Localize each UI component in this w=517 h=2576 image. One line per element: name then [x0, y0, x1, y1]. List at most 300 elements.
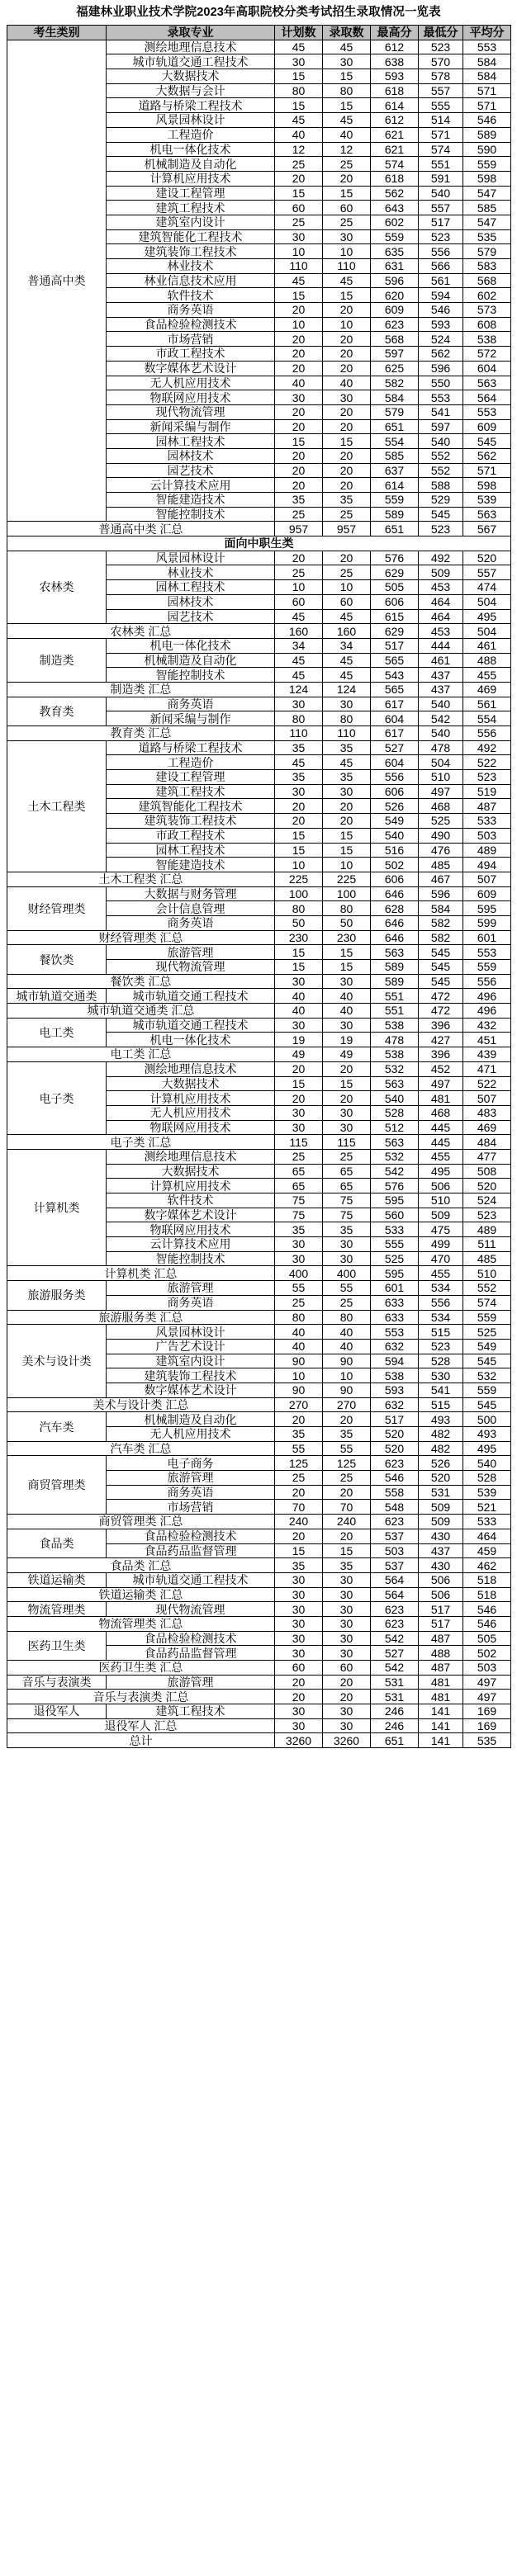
category-cell: 音乐与表演类 — [7, 1675, 107, 1690]
admitted-cell: 10 — [323, 580, 371, 595]
subtotal-min: 430 — [419, 1558, 463, 1573]
total-row — [7, 1733, 511, 1748]
subtotal-label: 教育类 汇总 — [7, 726, 275, 741]
major-cell: 数字媒体艺术设计 — [107, 1383, 275, 1397]
admitted-cell: 15 — [323, 843, 371, 858]
major-cell: 机电一体化技术 — [107, 142, 275, 157]
avg-score-cell: 520 — [463, 551, 511, 565]
admitted-cell: 25 — [323, 507, 371, 522]
admitted-cell: 25 — [323, 215, 371, 229]
avg-score-cell: 608 — [463, 317, 511, 332]
plan-cell: 40 — [275, 989, 323, 1004]
avg-score-cell: 539 — [463, 493, 511, 508]
subtotal-avg: 546 — [463, 1616, 511, 1631]
plan-cell: 30 — [275, 1572, 323, 1587]
avg-score-cell: 572 — [463, 347, 511, 362]
subtotal-plan: 60 — [275, 1661, 323, 1676]
min-score-cell: 574 — [419, 142, 463, 157]
min-score-cell: 141 — [419, 1704, 463, 1719]
subtotal-plan: 40 — [275, 1004, 323, 1019]
major-cell: 园林工程技术 — [107, 843, 275, 858]
max-score-cell: 620 — [371, 288, 419, 303]
subtotal-row — [7, 624, 511, 639]
subtotal-avg: 518 — [463, 1587, 511, 1602]
category-cell: 普通高中类 — [7, 40, 107, 522]
subtotal-label: 铁道运输类 汇总 — [7, 1587, 275, 1602]
plan-cell: 40 — [275, 127, 323, 142]
subtotal-label: 城市轨道交通类 汇总 — [7, 1004, 275, 1019]
major-cell: 广告艺术设计 — [107, 1339, 275, 1354]
subtotal-avg: 533 — [463, 1515, 511, 1529]
plan-cell: 20 — [275, 361, 323, 376]
subtotal-max: 629 — [371, 624, 419, 639]
major-cell: 商务英语 — [107, 303, 275, 318]
min-score-cell: 570 — [419, 54, 463, 69]
subtotal-row — [7, 1310, 511, 1325]
subtotal-avg: 469 — [463, 682, 511, 697]
avg-score-cell: 505 — [463, 1631, 511, 1646]
subtotal-admitted: 400 — [323, 1266, 371, 1281]
avg-score-cell: 545 — [463, 1354, 511, 1368]
admitted-cell: 20 — [323, 1061, 371, 1076]
plan-cell: 10 — [275, 858, 323, 872]
max-score-cell: 559 — [371, 229, 419, 244]
min-score-cell: 481 — [419, 1091, 463, 1106]
avg-score-cell: 563 — [463, 376, 511, 390]
subtotal-plan: 20 — [275, 1690, 323, 1704]
plan-cell: 15 — [275, 945, 323, 960]
avg-score-cell: 528 — [463, 1471, 511, 1486]
plan-cell: 35 — [275, 740, 323, 755]
max-score-cell: 558 — [371, 1485, 419, 1500]
major-cell: 商务英语 — [107, 915, 275, 930]
subtotal-row — [7, 1616, 511, 1631]
major-cell: 建筑工程技术 — [107, 784, 275, 799]
major-cell: 园林技术 — [107, 594, 275, 609]
avg-score-cell: 471 — [463, 1061, 511, 1076]
table-row — [7, 740, 511, 755]
min-score-cell: 523 — [419, 1339, 463, 1354]
avg-score-cell: 504 — [463, 594, 511, 609]
admitted-cell: 20 — [323, 171, 371, 186]
subtotal-max: 246 — [371, 1718, 419, 1733]
subtotal-avg: 484 — [463, 1135, 511, 1150]
avg-score-cell: 455 — [463, 668, 511, 683]
avg-score-cell: 571 — [463, 98, 511, 113]
plan-cell: 20 — [275, 1412, 323, 1427]
major-cell: 食品检验检测技术 — [107, 317, 275, 332]
total-label: 总计 — [7, 1733, 275, 1748]
plan-cell: 25 — [275, 1149, 323, 1164]
max-score-cell: 562 — [371, 186, 419, 201]
subtotal-max: 606 — [371, 872, 419, 886]
major-cell: 计算机应用技术 — [107, 1091, 275, 1106]
admitted-cell: 15 — [323, 828, 371, 843]
plan-cell: 15 — [275, 960, 323, 975]
major-cell: 建筑工程技术 — [107, 1704, 275, 1719]
subtotal-avg: 462 — [463, 1558, 511, 1573]
table-row — [7, 886, 511, 901]
table-row — [7, 1631, 511, 1646]
avg-score-cell: 511 — [463, 1237, 511, 1252]
avg-score-cell: 609 — [463, 419, 511, 434]
max-score-cell: 582 — [371, 376, 419, 390]
avg-score-cell: 525 — [463, 1325, 511, 1340]
subtotal-max: 595 — [371, 1266, 419, 1281]
max-score-cell: 540 — [371, 828, 419, 843]
plan-cell: 90 — [275, 1354, 323, 1368]
plan-cell: 45 — [275, 40, 323, 54]
admitted-cell: 15 — [323, 186, 371, 201]
plan-cell: 30 — [275, 1105, 323, 1120]
avg-score-cell: 604 — [463, 361, 511, 376]
subtotal-plan: 30 — [275, 1718, 323, 1733]
max-score-cell: 584 — [371, 390, 419, 405]
avg-score-cell: 554 — [463, 711, 511, 726]
max-score-cell: 633 — [371, 1295, 419, 1310]
table-row — [7, 1281, 511, 1296]
subtotal-admitted: 40 — [323, 1004, 371, 1019]
subtotal-min: 472 — [419, 1004, 463, 1019]
major-cell: 现代物流管理 — [107, 404, 275, 419]
plan-cell: 20 — [275, 419, 323, 434]
min-score-cell: 506 — [419, 1572, 463, 1587]
table-row — [7, 989, 511, 1004]
major-cell: 食品检验检测技术 — [107, 1529, 275, 1543]
max-score-cell: 629 — [371, 565, 419, 580]
plan-cell: 55 — [275, 1281, 323, 1296]
major-cell: 建设工程管理 — [107, 770, 275, 785]
max-score-cell: 563 — [371, 945, 419, 960]
min-score-cell: 596 — [419, 361, 463, 376]
major-cell: 旅游管理 — [107, 1471, 275, 1486]
max-score-cell: 533 — [371, 1222, 419, 1237]
max-score-cell: 560 — [371, 1208, 419, 1222]
avg-score-cell: 495 — [463, 609, 511, 624]
category-cell: 电工类 — [7, 1018, 107, 1047]
avg-score-cell: 574 — [463, 1295, 511, 1310]
min-score-cell: 504 — [419, 755, 463, 770]
subtotal-row — [7, 682, 511, 697]
max-score-cell: 516 — [371, 843, 419, 858]
plan-cell: 30 — [275, 54, 323, 69]
category-cell: 教育类 — [7, 697, 107, 726]
avg-score-cell: 488 — [463, 653, 511, 668]
max-score-cell: 531 — [371, 1675, 419, 1690]
plan-cell: 30 — [275, 1251, 323, 1266]
avg-score-cell: 546 — [463, 113, 511, 128]
max-score-cell: 548 — [371, 1500, 419, 1515]
subtotal-label: 电工类 汇总 — [7, 1047, 275, 1062]
avg-score-cell: 568 — [463, 273, 511, 288]
category-cell: 商贸管理类 — [7, 1456, 107, 1515]
min-score-cell: 541 — [419, 404, 463, 419]
subtotal-min: 545 — [419, 974, 463, 989]
plan-cell: 15 — [275, 69, 323, 84]
major-cell: 无人机应用技术 — [107, 376, 275, 390]
max-score-cell: 579 — [371, 404, 419, 419]
avg-score-cell: 477 — [463, 1149, 511, 1164]
subtotal-row — [7, 1718, 511, 1733]
subtotal-admitted: 30 — [323, 1587, 371, 1602]
subtotal-row — [7, 1266, 511, 1281]
major-cell: 园林工程技术 — [107, 434, 275, 449]
category-cell: 物流管理类 — [7, 1602, 107, 1617]
major-cell: 新闻采编与制作 — [107, 711, 275, 726]
plan-cell: 10 — [275, 317, 323, 332]
major-cell: 园艺技术 — [107, 609, 275, 624]
subtotal-row — [7, 1441, 511, 1456]
plan-cell: 20 — [275, 551, 323, 565]
max-score-cell: 565 — [371, 653, 419, 668]
category-cell: 制造类 — [7, 638, 107, 682]
subtotal-row — [7, 1587, 511, 1602]
avg-score-cell: 523 — [463, 770, 511, 785]
subtotal-row — [7, 522, 511, 536]
major-cell: 建筑智能化工程技术 — [107, 799, 275, 814]
avg-score-cell: 595 — [463, 901, 511, 916]
major-cell: 测绘地理信息技术 — [107, 1061, 275, 1076]
plan-cell: 10 — [275, 244, 323, 259]
min-score-cell: 526 — [419, 1456, 463, 1471]
plan-cell: 40 — [275, 376, 323, 390]
subtotal-label: 制造类 汇总 — [7, 682, 275, 697]
min-score-cell: 444 — [419, 638, 463, 653]
subtotal-max: 565 — [371, 682, 419, 697]
avg-score-cell: 559 — [463, 1383, 511, 1397]
subtotal-min: 517 — [419, 1616, 463, 1631]
major-cell: 商务英语 — [107, 1485, 275, 1500]
plan-cell: 15 — [275, 434, 323, 449]
major-cell: 建筑室内设计 — [107, 1354, 275, 1368]
max-score-cell: 601 — [371, 1281, 419, 1296]
max-score-cell: 551 — [371, 989, 419, 1004]
major-cell: 智能控制技术 — [107, 668, 275, 683]
min-score-cell: 455 — [419, 1149, 463, 1164]
min-score-cell: 529 — [419, 493, 463, 508]
max-score-cell: 526 — [371, 799, 419, 814]
plan-cell: 10 — [275, 1368, 323, 1383]
min-score-cell: 430 — [419, 1529, 463, 1543]
subtotal-label: 计算机类 汇总 — [7, 1266, 275, 1281]
min-score-cell: 509 — [419, 565, 463, 580]
plan-cell: 80 — [275, 711, 323, 726]
subtotal-min: 141 — [419, 1718, 463, 1733]
table-row — [7, 945, 511, 960]
plan-cell: 45 — [275, 668, 323, 683]
max-score-cell: 651 — [371, 419, 419, 434]
admitted-cell: 40 — [323, 989, 371, 1004]
subtotal-row — [7, 872, 511, 886]
plan-cell: 110 — [275, 259, 323, 274]
min-score-cell: 566 — [419, 259, 463, 274]
avg-score-cell: 496 — [463, 989, 511, 1004]
admitted-cell: 80 — [323, 901, 371, 916]
category-cell: 土木工程类 — [7, 740, 107, 872]
subtotal-admitted: 49 — [323, 1047, 371, 1062]
major-cell: 旅游管理 — [107, 1675, 275, 1690]
category-cell: 餐饮类 — [7, 945, 107, 974]
min-score-cell: 542 — [419, 711, 463, 726]
header-category: 考生类别 — [7, 26, 107, 40]
header-admitted: 录取数 — [323, 26, 371, 40]
plan-cell: 60 — [275, 201, 323, 215]
category-cell: 铁道运输类 — [7, 1572, 107, 1587]
avg-score-cell: 540 — [463, 1456, 511, 1471]
plan-cell: 25 — [275, 157, 323, 172]
subtotal-row — [7, 1047, 511, 1062]
admitted-cell: 15 — [323, 288, 371, 303]
avg-score-cell: 557 — [463, 565, 511, 580]
min-score-cell: 452 — [419, 1061, 463, 1076]
admitted-cell: 15 — [323, 98, 371, 113]
subtotal-admitted: 110 — [323, 726, 371, 741]
plan-cell: 20 — [275, 814, 323, 829]
max-score-cell: 643 — [371, 201, 419, 215]
major-cell: 商务英语 — [107, 1295, 275, 1310]
admitted-cell: 20 — [323, 1091, 371, 1106]
plan-cell: 25 — [275, 565, 323, 580]
plan-cell: 25 — [275, 1295, 323, 1310]
admitted-cell: 30 — [323, 1631, 371, 1646]
min-score-cell: 523 — [419, 229, 463, 244]
max-score-cell: 615 — [371, 609, 419, 624]
min-score-cell: 476 — [419, 843, 463, 858]
major-cell: 园林技术 — [107, 448, 275, 463]
min-score-cell: 552 — [419, 448, 463, 463]
subtotal-plan: 80 — [275, 1310, 323, 1325]
subtotal-min: 540 — [419, 726, 463, 741]
avg-score-cell: 585 — [463, 201, 511, 215]
admitted-cell: 35 — [323, 740, 371, 755]
subtotal-label: 旅游服务类 汇总 — [7, 1310, 275, 1325]
max-score-cell: 553 — [371, 1325, 419, 1340]
avg-score-cell: 598 — [463, 171, 511, 186]
min-score-cell: 552 — [419, 463, 463, 478]
max-score-cell: 505 — [371, 580, 419, 595]
major-cell: 食品检验检测技术 — [107, 1631, 275, 1646]
major-cell: 大数据技术 — [107, 1076, 275, 1091]
subtotal-plan: 30 — [275, 1616, 323, 1631]
max-score-cell: 589 — [371, 960, 419, 975]
admitted-cell: 30 — [323, 229, 371, 244]
admitted-cell: 20 — [323, 332, 371, 347]
max-score-cell: 559 — [371, 493, 419, 508]
subtotal-row — [7, 974, 511, 989]
max-score-cell: 646 — [371, 915, 419, 930]
major-cell: 风景园林设计 — [107, 1325, 275, 1340]
plan-cell: 30 — [275, 229, 323, 244]
admitted-cell: 40 — [323, 1325, 371, 1340]
admitted-cell: 35 — [323, 1222, 371, 1237]
admitted-cell: 30 — [323, 697, 371, 711]
major-cell: 物联网应用技术 — [107, 1222, 275, 1237]
admitted-cell: 55 — [323, 1281, 371, 1296]
plan-cell: 12 — [275, 142, 323, 157]
subtotal-admitted: 160 — [323, 624, 371, 639]
subtotal-row — [7, 930, 511, 945]
plan-cell: 60 — [275, 594, 323, 609]
max-score-cell: 625 — [371, 361, 419, 376]
plan-cell: 20 — [275, 1061, 323, 1076]
max-score-cell: 549 — [371, 814, 419, 829]
min-score-cell: 497 — [419, 1076, 463, 1091]
min-score-cell: 472 — [419, 989, 463, 1004]
subtotal-avg: 496 — [463, 1004, 511, 1019]
min-score-cell: 427 — [419, 1033, 463, 1047]
subtotal-admitted: 30 — [323, 1616, 371, 1631]
max-score-cell: 628 — [371, 901, 419, 916]
major-cell: 大数据技术 — [107, 1164, 275, 1179]
subtotal-plan: 225 — [275, 872, 323, 886]
admitted-cell: 45 — [323, 40, 371, 54]
max-score-cell: 623 — [371, 317, 419, 332]
max-score-cell: 538 — [371, 1368, 419, 1383]
subtotal-avg: 504 — [463, 624, 511, 639]
major-cell: 建筑装饰工程技术 — [107, 814, 275, 829]
min-score-cell: 540 — [419, 697, 463, 711]
admitted-cell: 65 — [323, 1164, 371, 1179]
max-score-cell: 568 — [371, 332, 419, 347]
subtotal-max: 564 — [371, 1587, 419, 1602]
subtotal-admitted: 957 — [323, 522, 371, 536]
plan-cell: 20 — [275, 448, 323, 463]
avg-score-cell: 522 — [463, 755, 511, 770]
major-cell: 旅游管理 — [107, 945, 275, 960]
subtotal-label: 退役军人 汇总 — [7, 1718, 275, 1733]
min-score-cell: 571 — [419, 127, 463, 142]
max-score-cell: 617 — [371, 697, 419, 711]
subtotal-row — [7, 1690, 511, 1704]
admitted-cell: 40 — [323, 1339, 371, 1354]
plan-cell: 20 — [275, 1091, 323, 1106]
max-score-cell: 593 — [371, 1383, 419, 1397]
avg-score-cell: 579 — [463, 244, 511, 259]
subtotal-plan: 270 — [275, 1397, 323, 1412]
admitted-cell: 15 — [323, 945, 371, 960]
max-score-cell: 576 — [371, 551, 419, 565]
admitted-cell: 20 — [323, 551, 371, 565]
major-cell: 城市轨道交通工程技术 — [107, 54, 275, 69]
avg-score-cell: 469 — [463, 1120, 511, 1135]
major-cell: 林业技术 — [107, 259, 275, 274]
major-cell: 道路与桥梁工程技术 — [107, 740, 275, 755]
admitted-cell: 30 — [323, 1105, 371, 1120]
plan-cell: 30 — [275, 1646, 323, 1661]
admitted-cell: 65 — [323, 1179, 371, 1193]
min-score-cell: 497 — [419, 784, 463, 799]
subtotal-max: 633 — [371, 1310, 419, 1325]
subtotal-label: 医药卫生类 汇总 — [7, 1661, 275, 1676]
category-cell: 城市轨道交通类 — [7, 989, 107, 1004]
admitted-cell: 40 — [323, 127, 371, 142]
avg-score-cell: 459 — [463, 1543, 511, 1558]
avg-score-cell: 584 — [463, 54, 511, 69]
max-score-cell: 546 — [371, 1471, 419, 1486]
major-cell: 计算机应用技术 — [107, 1179, 275, 1193]
admitted-cell: 45 — [323, 653, 371, 668]
admitted-cell: 30 — [323, 784, 371, 799]
avg-score-cell: 563 — [463, 507, 511, 522]
subtotal-min: 396 — [419, 1047, 463, 1062]
max-score-cell: 623 — [371, 1602, 419, 1617]
plan-cell: 15 — [275, 828, 323, 843]
admitted-cell: 45 — [323, 113, 371, 128]
avg-score-cell: 520 — [463, 1179, 511, 1193]
max-score-cell: 585 — [371, 448, 419, 463]
min-score-cell: 464 — [419, 594, 463, 609]
max-score-cell: 595 — [371, 1193, 419, 1208]
